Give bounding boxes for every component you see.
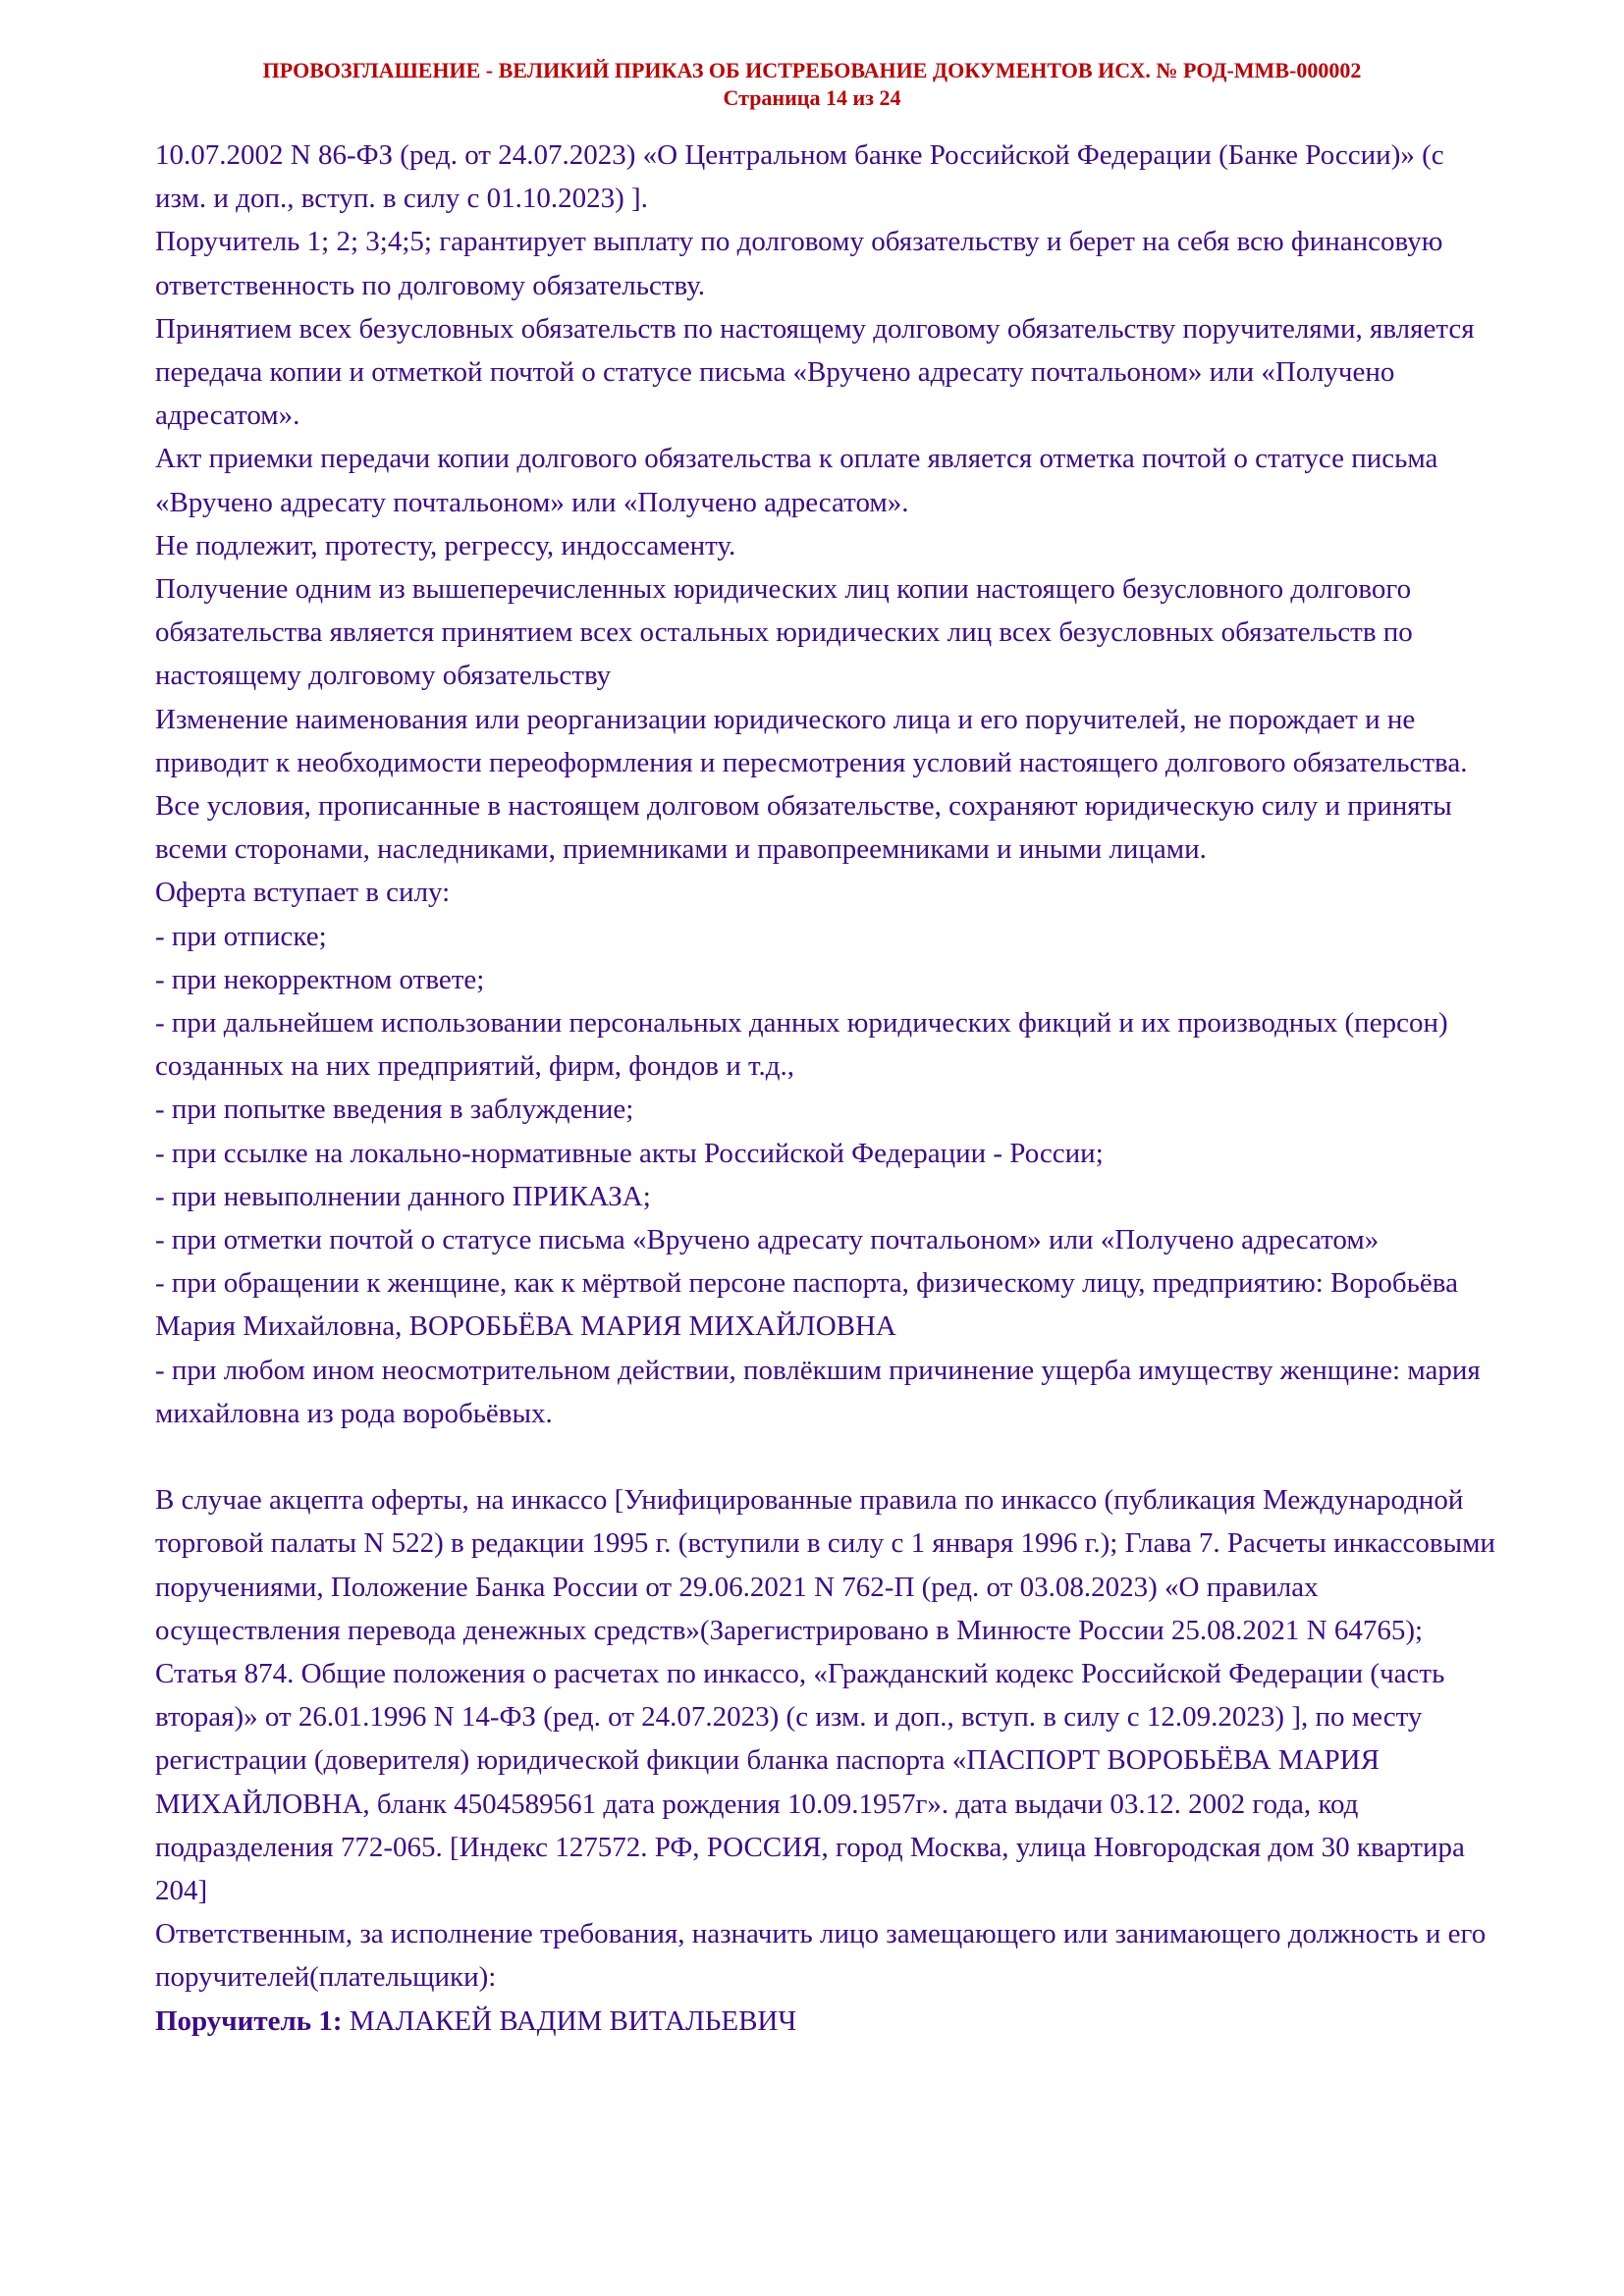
paragraph-reorganization: Изменение наименования или реорганизации юридического лица и его поручителей, не порождает и не приводит к необходимости переоформления и пересмотрения условий настоящего долгового обязательства. bbox=[155, 703, 1468, 778]
paragraph-responsible: Ответственным, за исполнение требования, назначить лицо замещающего или занимающего должность и его поручителей(плательщики): bbox=[155, 1918, 1487, 1994]
list-item: - при ссылке на локально-нормативные акты Российской Федерации - России; bbox=[155, 1137, 1104, 1169]
paragraph-spacer bbox=[155, 1435, 1498, 1478]
list-item: - при любом ином неосмотрительном действии, повлёкшим причинение ущерба имуществу женщине: мария михайловна из рода воробьёвых. bbox=[155, 1354, 1481, 1429]
list-item: - при попытке введения в заблуждение; bbox=[155, 1094, 634, 1126]
paragraph-acceptance: Принятием всех безусловных обязательств по настоящему долговому обязательству поручителями, является передача копии и отметкой почтой о статусе письма «Вручено адресату почтальоном» или «Получено адресатом». bbox=[155, 312, 1475, 432]
list-item: - при невыполнении данного ПРИКАЗА; bbox=[155, 1180, 651, 1212]
paragraph-receipt: Получение одним из вышеперечисленных юридических лиц копии настоящего безусловного долгового обязательства является принятием всех остальных юридических лиц всех безусловных обязательств по настоящему долговому обязательству bbox=[155, 573, 1413, 692]
list-item: - при отписке; bbox=[155, 920, 327, 952]
document-body bbox=[155, 133, 1498, 2043]
document-title: ПРОВОЗГЛАШЕНИЕ - ВЕЛИКИЙ ПРИКАЗ ОБ ИСТРЕБОВАНИЕ ДОКУМЕНТОВ ИСХ. № РОД-ММВ-000002 bbox=[262, 58, 1362, 82]
paragraph-offer-effective: Оферта вступает в силу: bbox=[155, 877, 451, 909]
guarantor-line bbox=[155, 2000, 1498, 2043]
paragraph-law-reference: 10.07.2002 N 86-ФЗ (ред. от 24.07.2023) «О Центральном банке Российской Федерации (Банке России)» (с изм. и доп., вступ. в силу с 01.10.2023) ]. bbox=[155, 139, 1444, 215]
page-number: Страница 14 из 24 bbox=[723, 85, 901, 110]
paragraph-no-protest: Не подлежит, протесту, регрессу, индоссаменту. bbox=[155, 529, 736, 561]
list-item: - при отметки почтой о статусе письма «Вручено адресату почтальоном» или «Получено адресатом» bbox=[155, 1224, 1380, 1256]
paragraph-acceptance-act: Акт приемки передачи копии долгового обязательства к оплате является отметка почтой о статусе письма «Вручено адресату почтальоном» или «Получено адресатом». bbox=[155, 443, 1438, 518]
paragraph-conditions: Все условия, прописанные в настоящем долговом обязательстве, сохраняют юридическую силу и приняты всеми сторонами, наследниками, приемниками и правопреемниками и иными лицами. bbox=[155, 790, 1452, 866]
paragraph-guarantor-liability: Поручитель 1; 2; 3;4;5; гарантирует выплату по долговому обязательству и берет на себя всю финансовую ответственность по долговому обязательству. bbox=[155, 226, 1443, 301]
list-item: - при обращении к женщине, как к мёртвой персоне паспорта, физическому лицу, предприятию: Воробьёва Мария Михайловна, ВОРОБЬЁВА МАРИЯ МИХАЙЛОВНА bbox=[155, 1267, 1458, 1343]
list-item: - при дальнейшем использовании персональных данных юридических фикций и их производных (персон) созданных на них предприятий, фирм, фондов и т.д., bbox=[155, 1007, 1448, 1083]
guarantor-label: Поручитель 1: bbox=[155, 2004, 343, 2037]
paragraph-collection: В случае акцепта оферты, на инкассо [Унифицированные правила по инкассо (публикация Международной торговой палаты N 522) в редакции 1995 г. (вступили в силу с 1 января 1996 г.); Глава 7. Расчеты инкассовыми поручениями, Положение Банка России от 29.06.2021 N 762-П (ред. от 03.08.2023) «О правилах осуществления перевода денежных средств»(Зарегистрировано в Минюсте России 25.08.2021 N 64765); Статья 874. Общие положения о расчетах по инкассо, «Гражданский кодекс Российской Федерации (часть вторая)» от 26.01.1996 N 14-ФЗ (ред. от 24.07.2023) (с изм. и доп., вступ. в силу с 12.09.2023) ], по месту регистрации (доверителя) юридической фикции бланка паспорта «ПАСПОРТ ВОРОБЬЁВА МАРИЯ МИХАЙЛОВНА, бланк 4504589561 дата рождения 10.09.1957г». дата выдачи 03.12. 2002 года, код подразделения 772-065. [Индекс 127572. РФ, РОССИЯ, город Москва, улица Новгородская дом 30 квартира 204] bbox=[155, 1484, 1495, 1906]
list-item: - при некорректном ответе; bbox=[155, 963, 485, 995]
guarantor-name: МАЛАКЕЙ ВАДИМ ВИТАЛЬЕВИЧ bbox=[342, 2004, 797, 2037]
document-header bbox=[0, 57, 1624, 112]
